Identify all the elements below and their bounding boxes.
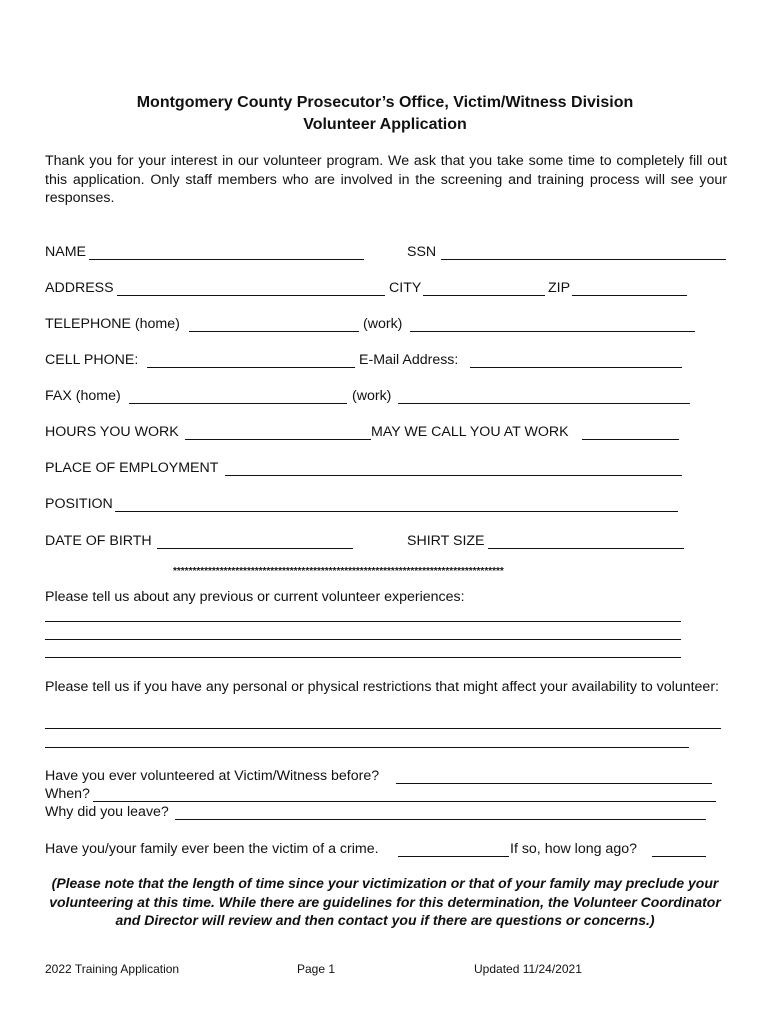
position-field[interactable] [115, 511, 678, 512]
victim-label: Have you/your family ever been the victim of a crime. [45, 841, 379, 857]
when-field[interactable] [93, 801, 716, 802]
address-row [45, 280, 727, 298]
telephone-work-field[interactable] [410, 331, 695, 332]
ssn-field[interactable] [441, 259, 726, 260]
telephone-work-label: (work) [363, 316, 403, 332]
ssn-label: SSN [407, 244, 437, 260]
employment-row [45, 460, 727, 478]
telephone-home-field[interactable] [189, 331, 359, 332]
email-label: E-Mail Address: [359, 352, 459, 368]
cell-phone-field[interactable] [147, 367, 355, 368]
name-label: NAME [45, 244, 86, 260]
why-leave-row [45, 804, 727, 822]
position-label: POSITION [45, 496, 113, 512]
restrictions-question: Please tell us if you have any personal or physical restrictions that might affect your availability to volunteer: [45, 679, 719, 695]
city-field[interactable] [423, 295, 545, 296]
when-label: When? [45, 786, 90, 802]
volunteered-before-row [45, 768, 727, 786]
footer-updated: Updated 11/24/2021 [474, 962, 582, 976]
name-field[interactable] [89, 259, 364, 260]
page-title: Montgomery County Prosecutor’s Office, Victim/Witness Division [136, 94, 634, 111]
employment-field[interactable] [225, 475, 682, 476]
why-leave-label: Why did you leave? [45, 804, 169, 820]
why-leave-field[interactable] [175, 819, 706, 820]
volunteer-experience-line-2[interactable] [45, 639, 681, 640]
address-field[interactable] [117, 295, 385, 296]
employment-label: PLACE OF EMPLOYMENT [45, 460, 219, 476]
email-field[interactable] [470, 367, 682, 368]
fax-work-label: (work) [352, 388, 392, 404]
dob-label: DATE OF BIRTH [45, 533, 152, 549]
dob-field[interactable] [157, 548, 353, 549]
position-row [45, 496, 727, 514]
how-long-field[interactable] [652, 856, 706, 857]
page-subtitle: Volunteer Application [303, 116, 467, 133]
fax-home-label: FAX (home) [45, 388, 121, 404]
telephone-home-label: TELEPHONE (home) [45, 316, 180, 332]
restrictions-line-1[interactable] [45, 728, 721, 729]
zip-label: ZIP [548, 280, 571, 296]
telephone-row [45, 316, 727, 334]
how-long-label: If so, how long ago? [510, 841, 637, 857]
volunteer-experience-line-1[interactable] [45, 621, 681, 622]
separator-line: ************************************************************************************* [173, 566, 504, 577]
fax-row [45, 388, 727, 406]
dob-shirt-row [45, 533, 727, 551]
footer-page-number: Page 1 [297, 962, 336, 976]
name-ssn-row [45, 244, 727, 262]
volunteered-before-field[interactable] [396, 783, 712, 784]
footer-left: 2022 Training Application [45, 962, 180, 976]
hours-field[interactable] [185, 439, 371, 440]
volunteer-experience-question: Please tell us about any previous or current volunteer experiences: [45, 589, 465, 605]
fax-home-field[interactable] [129, 403, 347, 404]
city-label: CITY [389, 280, 422, 296]
disclaimer-note: (Please note that the length of time since your victimization or that of your family may preclude your volunteering at this time. While there are guidelines for this determination, the Volunteer Coordinator and Director will review and then contact you if there are questions or concerns.) [49, 875, 721, 928]
may-we-call-label: MAY WE CALL YOU AT WORK [371, 424, 569, 440]
cell-email-row [45, 352, 727, 370]
victim-field[interactable] [398, 856, 509, 857]
shirt-size-field[interactable] [488, 548, 684, 549]
hours-row [45, 424, 727, 442]
fax-work-field[interactable] [398, 403, 690, 404]
may-we-call-field[interactable] [582, 439, 679, 440]
intro-paragraph: Thank you for your interest in our volunteer program. We ask that you take some time to completely fill out this application. Only staff members who are involved in the screening and training process will see your responses. [45, 153, 727, 206]
volunteered-before-label: Have you ever volunteered at Victim/Witness before? [45, 768, 380, 784]
volunteer-experience-line-3[interactable] [45, 657, 681, 658]
cell-phone-label: CELL PHONE: [45, 352, 139, 368]
hours-label: HOURS YOU WORK [45, 424, 179, 440]
victim-row [45, 841, 727, 859]
when-row [45, 786, 727, 804]
zip-field[interactable] [572, 295, 687, 296]
address-label: ADDRESS [45, 280, 114, 296]
shirt-size-label: SHIRT SIZE [407, 533, 485, 549]
restrictions-line-2[interactable] [45, 747, 689, 748]
